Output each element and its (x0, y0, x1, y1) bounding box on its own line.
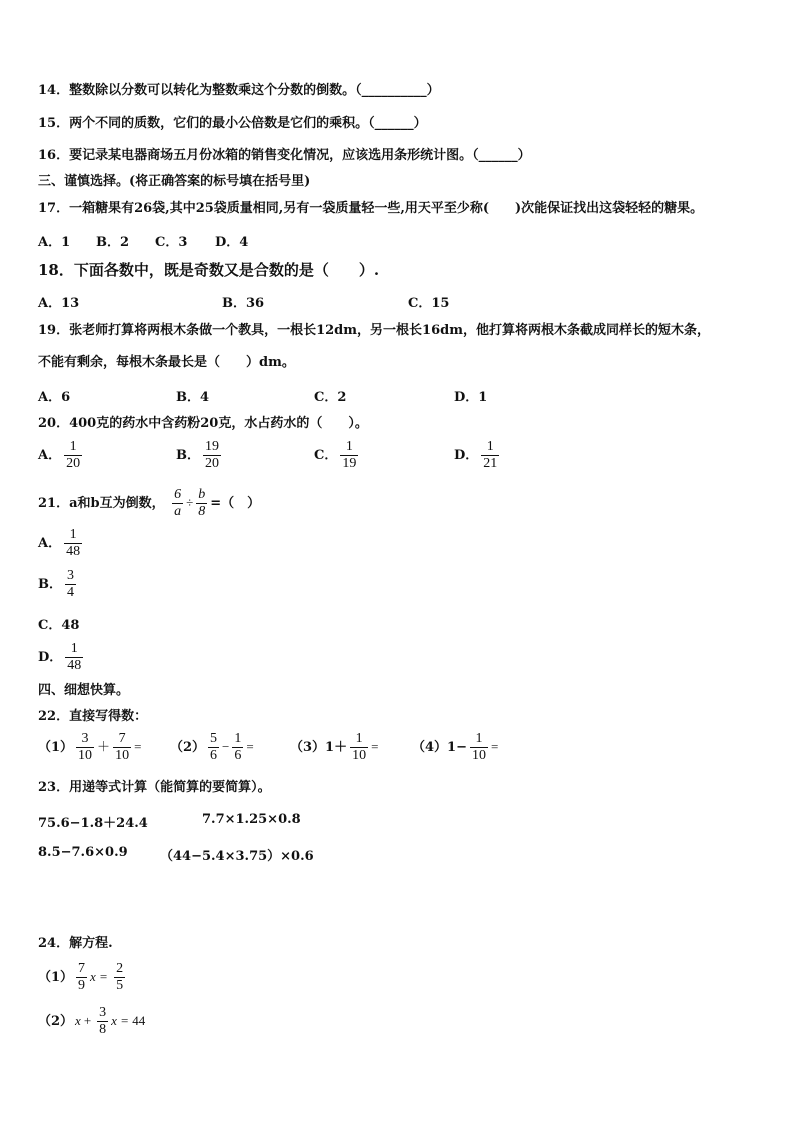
question-22: 22．直接写得数： (38, 709, 148, 724)
question-21: 21．a和b互为倒数， $\frac{6}{a}$ ÷ $\frac{b}{8}$ =（ ） (38, 487, 261, 519)
q17-option-d: D．4 (215, 235, 249, 250)
q23-expression-3: 8.5−7.6×0.9 (38, 845, 128, 860)
section-3-heading: 三、谨慎选择。(将正确答案的标号填在括号里) (38, 174, 311, 189)
q20-option-d: D． $\frac{1}{21}$ (454, 439, 498, 471)
question-15: 15．两个不同的质数，它们的最小公倍数是它们的乘积。（______） (38, 116, 427, 131)
question-20: 20．400克的药水中含药粉20克，水占药水的（ ）。 (38, 416, 368, 431)
q17-option-c: C．3 (155, 235, 188, 250)
q23-expression-4: （44−5.4×3.75）×0.6 (160, 849, 314, 864)
q17-option-b: B．2 (96, 235, 130, 250)
question-16: 16．要记录某电器商场五月份冰箱的销售变化情况，应该选用条形统计图。（______） (38, 148, 531, 163)
q20-option-a: A． $\frac{1}{20}$ (38, 439, 81, 471)
question-18: 18．下面各数中，既是奇数又是合数的是（ ）. (38, 261, 380, 279)
q21-option-c: C．48 (38, 618, 80, 633)
q19-option-d: D．1 (454, 390, 488, 405)
question-23: 23．用递等式计算（能简算的要简算）。 (38, 780, 271, 795)
q24-equation-1: （1） $\frac{7}{9}$ x = $\frac{2}{5}$ (38, 961, 124, 993)
q24-equation-2: （2） x + $\frac{3}{8}$ x = 44 (38, 1005, 146, 1037)
q20-option-c: C． $\frac{1}{19}$ (314, 439, 357, 471)
q18-option-b: B．36 (222, 296, 265, 311)
q19-option-b: B．4 (176, 390, 210, 405)
q21-option-b: B． $\frac{3}{4}$ (38, 568, 74, 600)
question-24: 24．解方程. (38, 936, 113, 951)
question-19-line-1: 19．张老师打算将两根木条做一个教具，一根长12dm，另一根长16dm，他打算将两根木条截成同样长的短木条， (38, 323, 710, 338)
q21-option-d: D． $\frac{1}{48}$ (38, 641, 82, 673)
q22-item-1: （1） $\frac{3}{10}$ ＋ $\frac{7}{10}$ = (38, 731, 142, 763)
q17-option-a: A．1 (38, 235, 71, 250)
q20-option-b: B． $\frac{19}{20}$ (176, 439, 219, 471)
q23-expression-1: 75.6−1.8＋24.4 (38, 816, 148, 831)
q22-item-4: （4）1− $\frac{1}{10}$ = (412, 731, 499, 763)
q18-option-c: C．15 (408, 296, 450, 311)
question-19-line-2: 不能有剩余，每根木条最长是（ ）dm。 (38, 355, 295, 370)
q19-option-c: C．2 (314, 390, 347, 405)
question-17: 17．一箱糖果有26袋,其中25袋质量相同,另有一袋质量轻一些,用天平至少称( )次能保证找出这袋轻轻的糖果。 (38, 201, 704, 216)
q22-item-2: （2） $\frac{5}{6}$ − $\frac{1}{6}$ = (170, 731, 254, 763)
question-14: 14．整数除以分数可以转化为整数乘这个分数的倒数。（__________） (38, 83, 440, 98)
q21-option-a: A． $\frac{1}{48}$ (38, 527, 81, 559)
section-4-heading: 四、细想快算。 (38, 683, 130, 698)
q22-item-3: （3）1＋ $\frac{1}{10}$ = (290, 731, 379, 763)
q23-expression-2: 7.7×1.25×0.8 (202, 812, 301, 827)
q19-option-a: A．6 (38, 390, 71, 405)
q18-option-a: A．13 (38, 296, 80, 311)
